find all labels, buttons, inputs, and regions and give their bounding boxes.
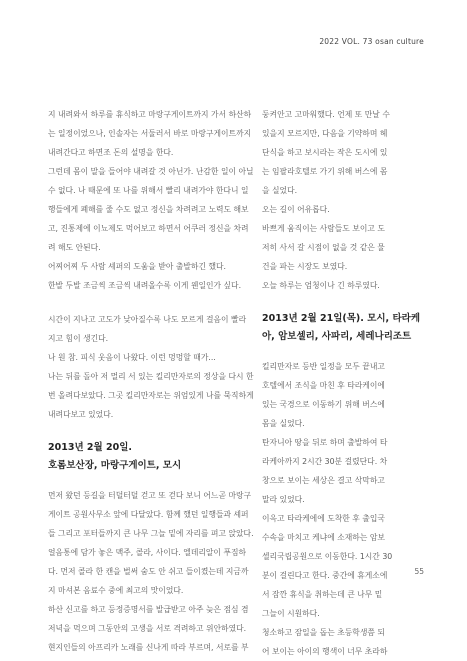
text-line: 는 일정이었으나, 인솔자는 서둘러서 바로 마랑구게이트까지 xyxy=(48,129,252,138)
left-section-heading xyxy=(48,439,226,475)
left-column xyxy=(48,105,254,657)
text-line: 단식을 하고 보시라는 작은 도시에 있 xyxy=(262,148,388,157)
right-column xyxy=(262,105,432,661)
page-header: 2022 VOL. 73 osan culture xyxy=(319,37,424,46)
text-line: 있는 국경으로 이동하기 위해 버스에 xyxy=(262,400,385,409)
page-number: 55 xyxy=(414,567,424,576)
text-line: 수 없다. 나 때문에 또 나를 위해서 빨리 내려가야 한다니 일 xyxy=(48,186,249,195)
text-line: 저녁을 먹으며 그동안의 고생을 서로 격려하고 위안하였다. xyxy=(48,624,247,633)
left-block-3 xyxy=(48,486,254,657)
text-line: 어찌어찌 두 사람 셰퍼의 도움을 받아 출발하긴 했다. xyxy=(48,262,226,271)
text-line: 행들에게 폐해를 줄 수도 없고 정신을 차려려고 노력도 해보 xyxy=(48,205,249,214)
text-line: 얼음통에 담가 놓은 맥주, 콜라, 사이다. 엘데리알이 푸짐하 xyxy=(48,548,247,557)
text-line: 고, 진통제에 이뇨제도 먹어보고 하면서 어쿠러 정신을 차려 xyxy=(48,224,249,233)
text-line: 번 올려다보았다. 그곳 킬리만자로는 위엄있게 나를 묵직하게 xyxy=(48,391,254,400)
text-line: 오늘 하루는 엄청이나 긴 하루였다. xyxy=(262,281,380,290)
text-line: 려 해도 안된다. xyxy=(48,243,101,252)
right-section-heading xyxy=(262,310,432,346)
text-line: 내려다보고 있었다. xyxy=(48,410,114,419)
text-line: 어 보이는 아이의 행색이 너무 초라하 xyxy=(262,647,388,656)
right-block-2 xyxy=(262,357,432,661)
text-line: 분이 걸린다고 한다. 중간에 휴게소에 xyxy=(262,571,388,580)
right-block-1 xyxy=(262,105,432,295)
text-line: 내려간다고 하면조 돈의 설명을 한다. xyxy=(48,148,174,157)
text-line: 말라 있었다. xyxy=(262,495,305,504)
text-line: 을 실었다. xyxy=(262,186,298,195)
left-block-1 xyxy=(48,105,254,295)
text-line: 창으로 보이는 세상은 결고 삭막하고 xyxy=(262,476,385,485)
text-line: 나는 뒤를 돌아 저 멀리 서 있는 킬리만자로의 정상을 다시 한 xyxy=(48,372,254,381)
text-line: 오는 길이 어유롭다. xyxy=(262,205,330,214)
text-line: 현지인들의 아프리카 노래를 신나게 따라 부르며, 서로를 부 xyxy=(48,643,249,652)
heading-line: 아, 암보셀리, 사파리, 세레나리조트 xyxy=(262,331,412,342)
text-line: 들 그리고 포터들까지 큰 나무 그늘 밑에 자리를 펴고 앉았다. xyxy=(48,529,254,538)
text-line: 서 잠깐 휴식을 취하는데 큰 나무 밑 xyxy=(262,590,383,599)
text-line: 킬리만자로 등반 일정을 모두 끝내고 xyxy=(262,362,385,371)
text-line: 그늘이 시원하다. xyxy=(262,609,320,618)
left-block-2 xyxy=(48,310,254,424)
text-line: 둥켜안고 고마워했다. 언제 또 만날 수 xyxy=(262,110,390,119)
text-line: 그런데 몸이 말을 들어야 내려갈 것 아닌가. 난감한 일이 아닐 xyxy=(48,167,254,176)
heading-line: 2013년 2월 20일. xyxy=(48,442,133,453)
heading-line: 호롬보산장, 마랑구게이트, 모시 xyxy=(48,460,182,471)
text-line: 저히 사서 갈 시점이 없을 것 같은 물 xyxy=(262,243,385,252)
text-line: 라케아까지 2시간 30분 걸렸단다. 차 xyxy=(262,457,388,466)
text-line: 수속을 마치고 케냐에 소재하는 암보 xyxy=(262,533,385,542)
text-line: 다. 먼저 콜라 한 캔을 벌써 숨도 안 쉬고 들이켰는데 지금까 xyxy=(48,567,249,576)
text-line: 게이트 공원사무소 앞에 다달았다. 함께 했던 일행들과 셰퍼 xyxy=(48,510,249,519)
text-line: 먼저 왔던 등길을 터덜터덜 걷고 또 걷다 보니 어느곧 마랑구 xyxy=(48,491,252,500)
text-line: 호텔에서 조식을 마친 후 타라케이에 xyxy=(262,381,385,390)
text-line: 셀리국립공원으로 이동한다. 1시간 30 xyxy=(262,552,393,561)
text-line: 하산 신고를 하고 등정증명서를 발급받고 아주 늦은 점심 겸 xyxy=(48,605,249,614)
text-line: 는 임팔라호텔로 가기 위해 버스에 몸 xyxy=(262,167,388,176)
heading-line: 2013년 2월 21일(목). 모시, 타라케 xyxy=(262,313,420,324)
text-line: 탄자니아 땅을 뒤로 하며 출발하여 타 xyxy=(262,438,388,447)
text-line: 있을지 모르지만, 다음을 기약하며 헤 xyxy=(262,129,388,138)
text-line: 청소하고 잠일을 돕는 초등학생쯤 되 xyxy=(262,628,385,637)
text-line: 건을 파는 시장도 보였다. xyxy=(262,262,348,271)
text-line: 이윽고 타라케에에 도착한 후 출입국 xyxy=(262,514,385,523)
text-line: 몸을 실었다. xyxy=(262,419,305,428)
text-line: 지고 힘이 생긴다. xyxy=(48,334,109,343)
text-line: 나 원 참. 피식 웃음이 나왔다. 이런 멍멍할 때가... xyxy=(48,353,216,362)
text-line: 바쁘게 움직이는 사람들도 보이고 도 xyxy=(262,224,385,233)
text-line: 시간이 지나고 고도가 낮아질수록 나도 모르게 걸음이 빨라 xyxy=(48,315,247,324)
text-line: 지 마셔본 음료수 중에 최고의 맛이었다. xyxy=(48,586,184,595)
text-line: 한발 두발 조금씩 조금씩 내려올수록 이게 웬일인가 싶다. xyxy=(48,281,242,290)
text-line: 지 내려와서 하루를 휴식하고 마랑구게이트까지 가서 하산하 xyxy=(48,110,252,119)
